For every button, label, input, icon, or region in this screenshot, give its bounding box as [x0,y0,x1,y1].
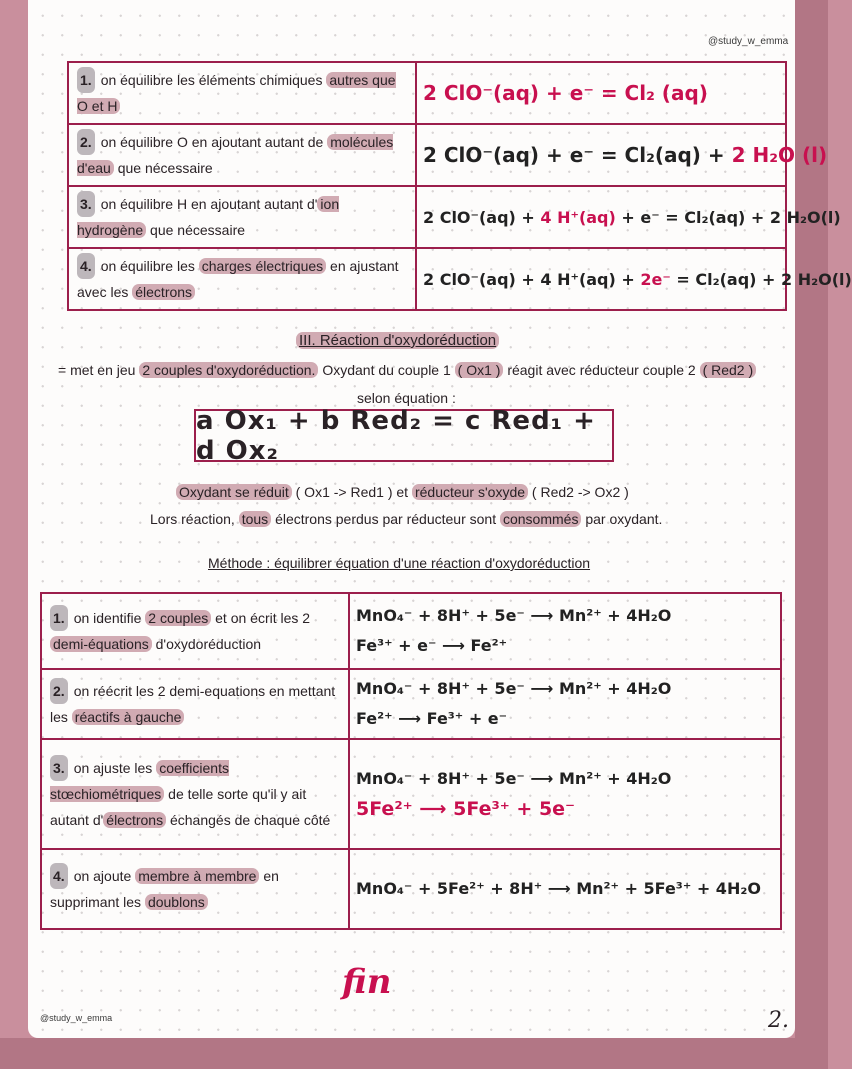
method-title: Méthode : équilibrer équation d'une réaction d'oxydoréduction [208,555,591,571]
step-number: 1. [50,605,68,631]
equation-part: 2 ClO⁻(aq) + e⁻ = Cl₂(aq) + [423,143,732,167]
highlight: électrons [103,812,166,828]
step-number: 4. [50,863,68,889]
text: = met en jeu [58,362,140,378]
intro-line-2: selon équation : [357,390,456,406]
left-frame [0,0,28,1069]
highlight: tous [239,511,271,527]
step-text-part: on équilibre les éléments chimiques [100,72,327,88]
text: on réécrit les 2 demi-equations en mettant les [50,683,336,725]
step-number: 2. [50,678,68,704]
text: échangés de chaque côté [166,812,331,828]
highlight: ( Ox1 ) [455,362,504,378]
watermark-bottom: @study_w_emma [40,1013,113,1023]
watermark-top: @study_w_emma [708,36,789,47]
highlight: doublons [145,894,208,910]
step-text-part: en ajustant avec les [77,258,399,300]
method-table [40,592,782,930]
text: de telle sorte qu'il y ait autant d' [50,786,307,828]
table-row [68,62,786,124]
step-text-part: on équilibre les [100,258,199,274]
highlight: autres que O et H [77,72,396,114]
equation-line: MnO₄⁻ + 8H⁺ + 5e⁻ ⟶ Mn²⁺ + 4H₂O [356,769,672,788]
rule-line [176,484,629,500]
highlight: ( Red2 ) [700,362,757,378]
highlight: 2 couples d'oxydoréduction. [139,362,318,378]
highlight: charges électriques [199,258,326,274]
equation-part: 2 ClO⁻(aq) + e⁻ = Cl₂ (aq) [423,81,708,105]
equation-part: + e⁻ = Cl₂(aq) + 2 H₂O(l) [615,207,841,227]
equation-line: MnO₄⁻ + 8H⁺ + 5e⁻ ⟶ Mn²⁺ + 4H₂O [356,606,672,625]
text: ( Ox1 -> Red1 ) et [291,484,412,500]
balancing-table [67,61,852,311]
step-text [41,849,349,929]
step-text [68,124,416,186]
highlight: 2 couples [145,610,211,626]
step-equation [349,669,781,739]
highlight: consommés [500,511,581,527]
equation-added: 2e⁻ [640,269,671,289]
highlight: membre à membre [135,868,259,884]
table-row [41,593,781,669]
highlight: coefficients stœchiométriques [50,760,229,802]
table-row [41,849,781,929]
equation-line: Fe²⁺ ⟶ Fe³⁺ + e⁻ [356,709,508,728]
step-equation [416,248,852,310]
step-text [68,248,416,310]
section-title-text: III. Réaction d'oxydoréduction [296,332,499,349]
text: et on écrit les 2 [211,610,311,626]
step-number: 3. [77,191,95,217]
step-number: 1. [77,67,95,93]
step-text-part: que nécessaire [113,160,213,176]
equation-part: = Cl₂(aq) + 2 H₂O(l) [670,269,852,289]
equation-added: 2 H₂O (l) [731,143,828,167]
text: ( Red2 -> Ox2 ) [528,484,629,500]
step-equation [349,593,781,669]
equation-added: 4 H⁺(aq) [540,207,616,227]
step-text-part: on équilibre H en ajoutant autant d' [100,196,318,212]
step-text [68,62,416,124]
table-row [41,669,781,739]
text: on identifie [73,610,146,626]
step-equation [349,739,781,849]
text: on ajoute [73,868,136,884]
step-text [41,593,349,669]
step-text [41,669,349,739]
bottom-frame [0,1038,828,1069]
step-equation [416,186,841,248]
step-number: 4. [77,253,95,279]
step-text [68,186,416,248]
text: on ajuste les [73,760,157,776]
step-equation [416,124,828,186]
text: Lors réaction, [150,511,239,527]
section-title [296,332,499,349]
equation-line: 5Fe²⁺ ⟶ 5Fe³⁺ + 5e⁻ [356,798,576,820]
text: par oxydant. [581,511,663,527]
step-equation [349,849,781,929]
intro-line [58,362,756,378]
highlight: ion hydrogène [77,196,340,238]
highlight: molécules d'eau [77,134,394,176]
text: en supprimant les [50,868,279,910]
equation-part: 2 ClO⁻(aq) + [423,207,541,227]
step-equation [416,62,786,124]
highlight: électrons [132,284,195,300]
highlight: réducteur s'oxyde [412,484,528,500]
step-number: 3. [50,755,68,781]
step-text [41,739,349,849]
text: Oxydant du couple 1 [318,362,455,378]
highlight: demi-équations [50,636,152,652]
step-number: 2. [77,129,95,155]
page-number: 2. [768,1008,789,1033]
text: électrons perdus par réducteur sont [271,511,500,527]
highlight: réactifs à gauche [72,709,185,725]
text: réagit avec réducteur couple 2 [503,362,700,378]
equation-line: MnO₄⁻ + 8H⁺ + 5e⁻ ⟶ Mn²⁺ + 4H₂O [356,679,672,698]
table-row [68,248,786,310]
table-row [41,739,781,849]
equation-line: MnO₄⁻ + 5Fe²⁺ + 8H⁺ ⟶ Mn²⁺ + 5Fe³⁺ + 4H₂O [356,879,761,898]
table-row [68,124,786,186]
text: d'oxydoréduction [151,636,262,652]
equation-part: 2 ClO⁻(aq) + 4 H⁺(aq) + [423,269,641,289]
rule-line-2 [150,511,662,527]
end-signature: fin [342,962,392,1002]
table-row [68,186,786,248]
step-text-part: que nécessaire [146,222,246,238]
highlight: Oxydant se réduit [176,484,292,500]
step-text-part: on équilibre O en ajoutant autant de [100,134,328,150]
equation-line: Fe³⁺ + e⁻ ⟶ Fe²⁺ [356,636,508,655]
general-equation-box: a Ox₁ + b Red₂ = c Red₁ + d Ox₂ [194,409,614,462]
